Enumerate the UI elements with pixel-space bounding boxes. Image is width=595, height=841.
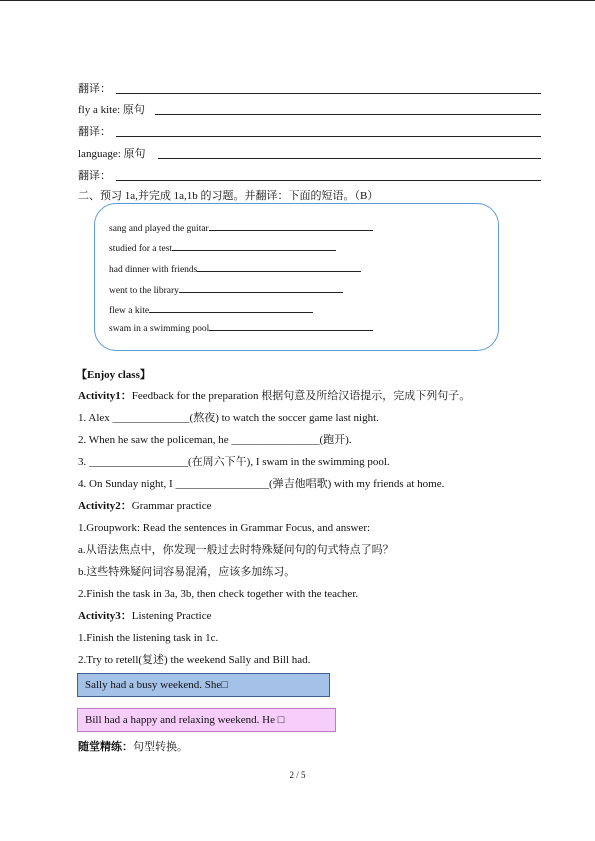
translation-label: 翻译： <box>78 170 111 182</box>
original-sentence-label: 原句 <box>123 148 146 160</box>
translation-line-3 <box>78 169 111 183</box>
practice-label: 随堂精练： <box>78 741 133 753</box>
phrase-item: sang and played the guitar <box>109 221 373 235</box>
sally-retell-box[interactable]: Sally had a busy weekend. She□ <box>77 673 330 697</box>
phrase-item: had dinner with friends <box>109 262 361 276</box>
exercise-item: 4. On Sunday night, I _________________(弹吉他唱歌) with my friends at home. <box>78 478 445 490</box>
activity-3-item: 1.Finish the listening task in 1c. <box>78 632 219 644</box>
activity-label: Activity2： <box>78 500 132 512</box>
answer-blank[interactable] <box>209 221 373 231</box>
answer-line[interactable] <box>116 180 541 181</box>
activity-2-item: b.这些特殊疑问词容易混淆，应该多加练习。 <box>78 566 296 578</box>
answer-line[interactable] <box>116 93 541 94</box>
enjoy-class-heading: 【Enjoy class】 <box>76 369 151 381</box>
activity-3-heading <box>78 609 212 623</box>
activity-2-item: a.从语法焦点中，你发现一般过去时特殊疑问句的句式特点了吗？ <box>78 544 394 556</box>
section-2-title: 二、预习 1a,并完成 1a,1b 的习题。并翻译：下面的短语。（B） <box>78 190 379 202</box>
activity-2-heading <box>78 499 211 513</box>
phrase-label: fly a kite: <box>78 104 121 116</box>
answer-line[interactable] <box>116 136 541 137</box>
phrase-item: swam in a swimming pool <box>109 321 373 335</box>
answer-line[interactable] <box>155 114 541 115</box>
top-rule <box>0 0 595 1</box>
activity-label: Activity3： <box>78 610 132 622</box>
activity-1-heading <box>78 389 470 403</box>
answer-blank[interactable]: ______________ <box>112 412 190 424</box>
fly-a-kite-line <box>78 103 145 117</box>
language-line <box>78 147 146 161</box>
exercise-item: 1. Alex ______________(熬夜) to watch the soccer game last night. <box>78 412 379 424</box>
answer-blank[interactable] <box>179 283 343 293</box>
phrase-item: went to the library <box>109 283 343 297</box>
answer-blank[interactable] <box>209 321 373 331</box>
answer-blank[interactable]: ________________ <box>231 434 320 446</box>
translation-label: 翻译： <box>78 83 111 95</box>
phrase-item: flew a kite <box>109 303 313 317</box>
phrase-label: language: <box>78 148 121 160</box>
activity-2-item: 2.Finish the task in 3a, 3b, then check together with the teacher. <box>78 588 359 600</box>
practice-text: 句型转换。 <box>133 741 188 753</box>
answer-blank[interactable] <box>172 241 336 251</box>
translation-line-1 <box>78 82 111 96</box>
answer-blank[interactable] <box>197 262 361 272</box>
translation-label: 翻译： <box>78 126 111 138</box>
phrase-item: studied for a test <box>109 241 336 255</box>
exercise-item: 3. __________________(在周六下午), I swam in the swimming pool. <box>78 456 390 468</box>
page-number: 2 / 5 <box>289 770 306 780</box>
answer-blank[interactable]: _________________ <box>175 478 269 490</box>
activity-text: Grammar practice <box>131 500 212 512</box>
activity-text: Listening Practice <box>131 610 212 622</box>
answer-blank[interactable] <box>149 303 313 313</box>
answer-blank[interactable]: __________________ <box>89 456 188 468</box>
activity-3-item: 2.Try to retell(复述) the weekend Sally and Bill had. <box>78 654 311 666</box>
practice-heading <box>78 740 188 754</box>
answer-line[interactable] <box>158 158 541 159</box>
exercise-item: 2. When he saw the policeman, he ________________(跑开). <box>78 434 352 446</box>
translation-line-2 <box>78 125 111 139</box>
bill-retell-box[interactable]: Bill had a happy and relaxing weekend. He □ <box>77 708 336 732</box>
activity-label: Activity1： <box>78 390 132 402</box>
original-sentence-label: 原句 <box>122 104 145 116</box>
activity-text: Feedback for the preparation 根据句意及所给汉语提示，完成下列句子。 <box>131 390 471 402</box>
activity-2-item: 1.Groupwork: Read the sentences in Grammar Focus, and answer: <box>78 522 371 534</box>
